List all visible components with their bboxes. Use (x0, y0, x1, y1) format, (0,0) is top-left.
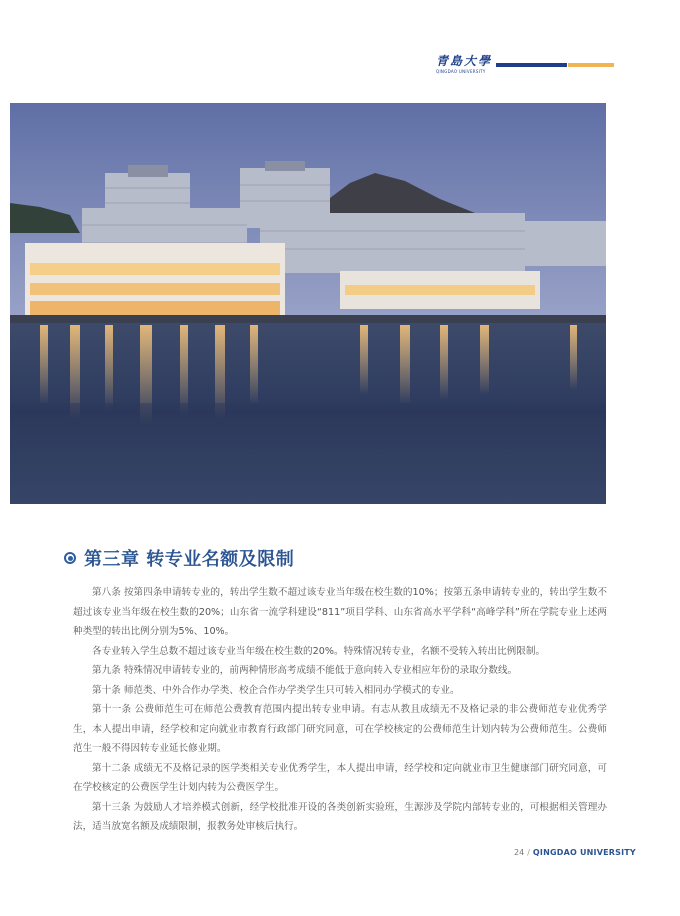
logo-english: QINGDAO UNIVERSITY (436, 69, 486, 74)
chapter-heading (64, 545, 294, 571)
university-logo (436, 55, 496, 74)
footer-separator: / (527, 848, 530, 857)
article-12: 第十二条 成绩无不及格记录的医学类相关专业优秀学生，本人提出申请，经学校和定向就业市卫生健康部门研究同意，可在学校核定的公费医学生计划内转为公费医学生。 (73, 762, 607, 793)
chapter-title: 第三章 转专业名额及限制 (84, 549, 295, 570)
footer-brand: QINGDAO UNIVERSITY (532, 848, 636, 857)
campus-lake-photo (10, 103, 606, 504)
header-accent-bar-gold (568, 63, 614, 67)
page-number: 24 (514, 848, 525, 857)
logo-chinese: 青島大學 (436, 54, 493, 68)
article-10: 第十条 师范类、中外合作办学类、校企合作办学类学生只可转入相同办学模式的专业。 (92, 684, 460, 696)
page-footer (514, 848, 636, 857)
article-9: 第九条 特殊情况申请转专业的，前两种情形高考成绩不能低于意向转入专业相应年份的录取分数线。 (92, 665, 518, 676)
target-circle-icon (64, 552, 76, 564)
header-accent-bar-blue (496, 63, 567, 67)
article-8: 第八条 按第四条申请转专业的，转出学生数不超过该专业当年级在校生数的10%；按第五条申请转专业的，转出学生数不超过该专业当年级在校生数的20%；山东省一流学科建设“811”项目学科、山东省高水平学科“高峰学科”所在学院专业上述两种类型的转出比例分别为5%、10%。 (73, 587, 607, 637)
article-13: 第十三条 为鼓励人才培养模式创新，经学校批准开设的各类创新实验班，生源涉及学院内部转专业的，可根据相关管理办法，适当放宽名额及成绩限制，报教务处审核后执行。 (73, 801, 607, 832)
article-8-note: 各专业转入学生总数不超过该专业当年级在校生数的20%。特殊情况转专业，名额不受转入转出比例限制。 (92, 645, 546, 657)
article-body (73, 583, 607, 837)
article-11: 第十一条 公费师范生可在师范公费教育范围内提出转专业申请。有志从教且成绩无不及格记录的非公费师范专业优秀学生，本人提出申请，经学校和定向就业市教育行政部门研究同意，可在学校核定的公费师范生计划内转为公费师范生。公费师范生一般不得因转专业延长修业期。 (73, 704, 607, 754)
